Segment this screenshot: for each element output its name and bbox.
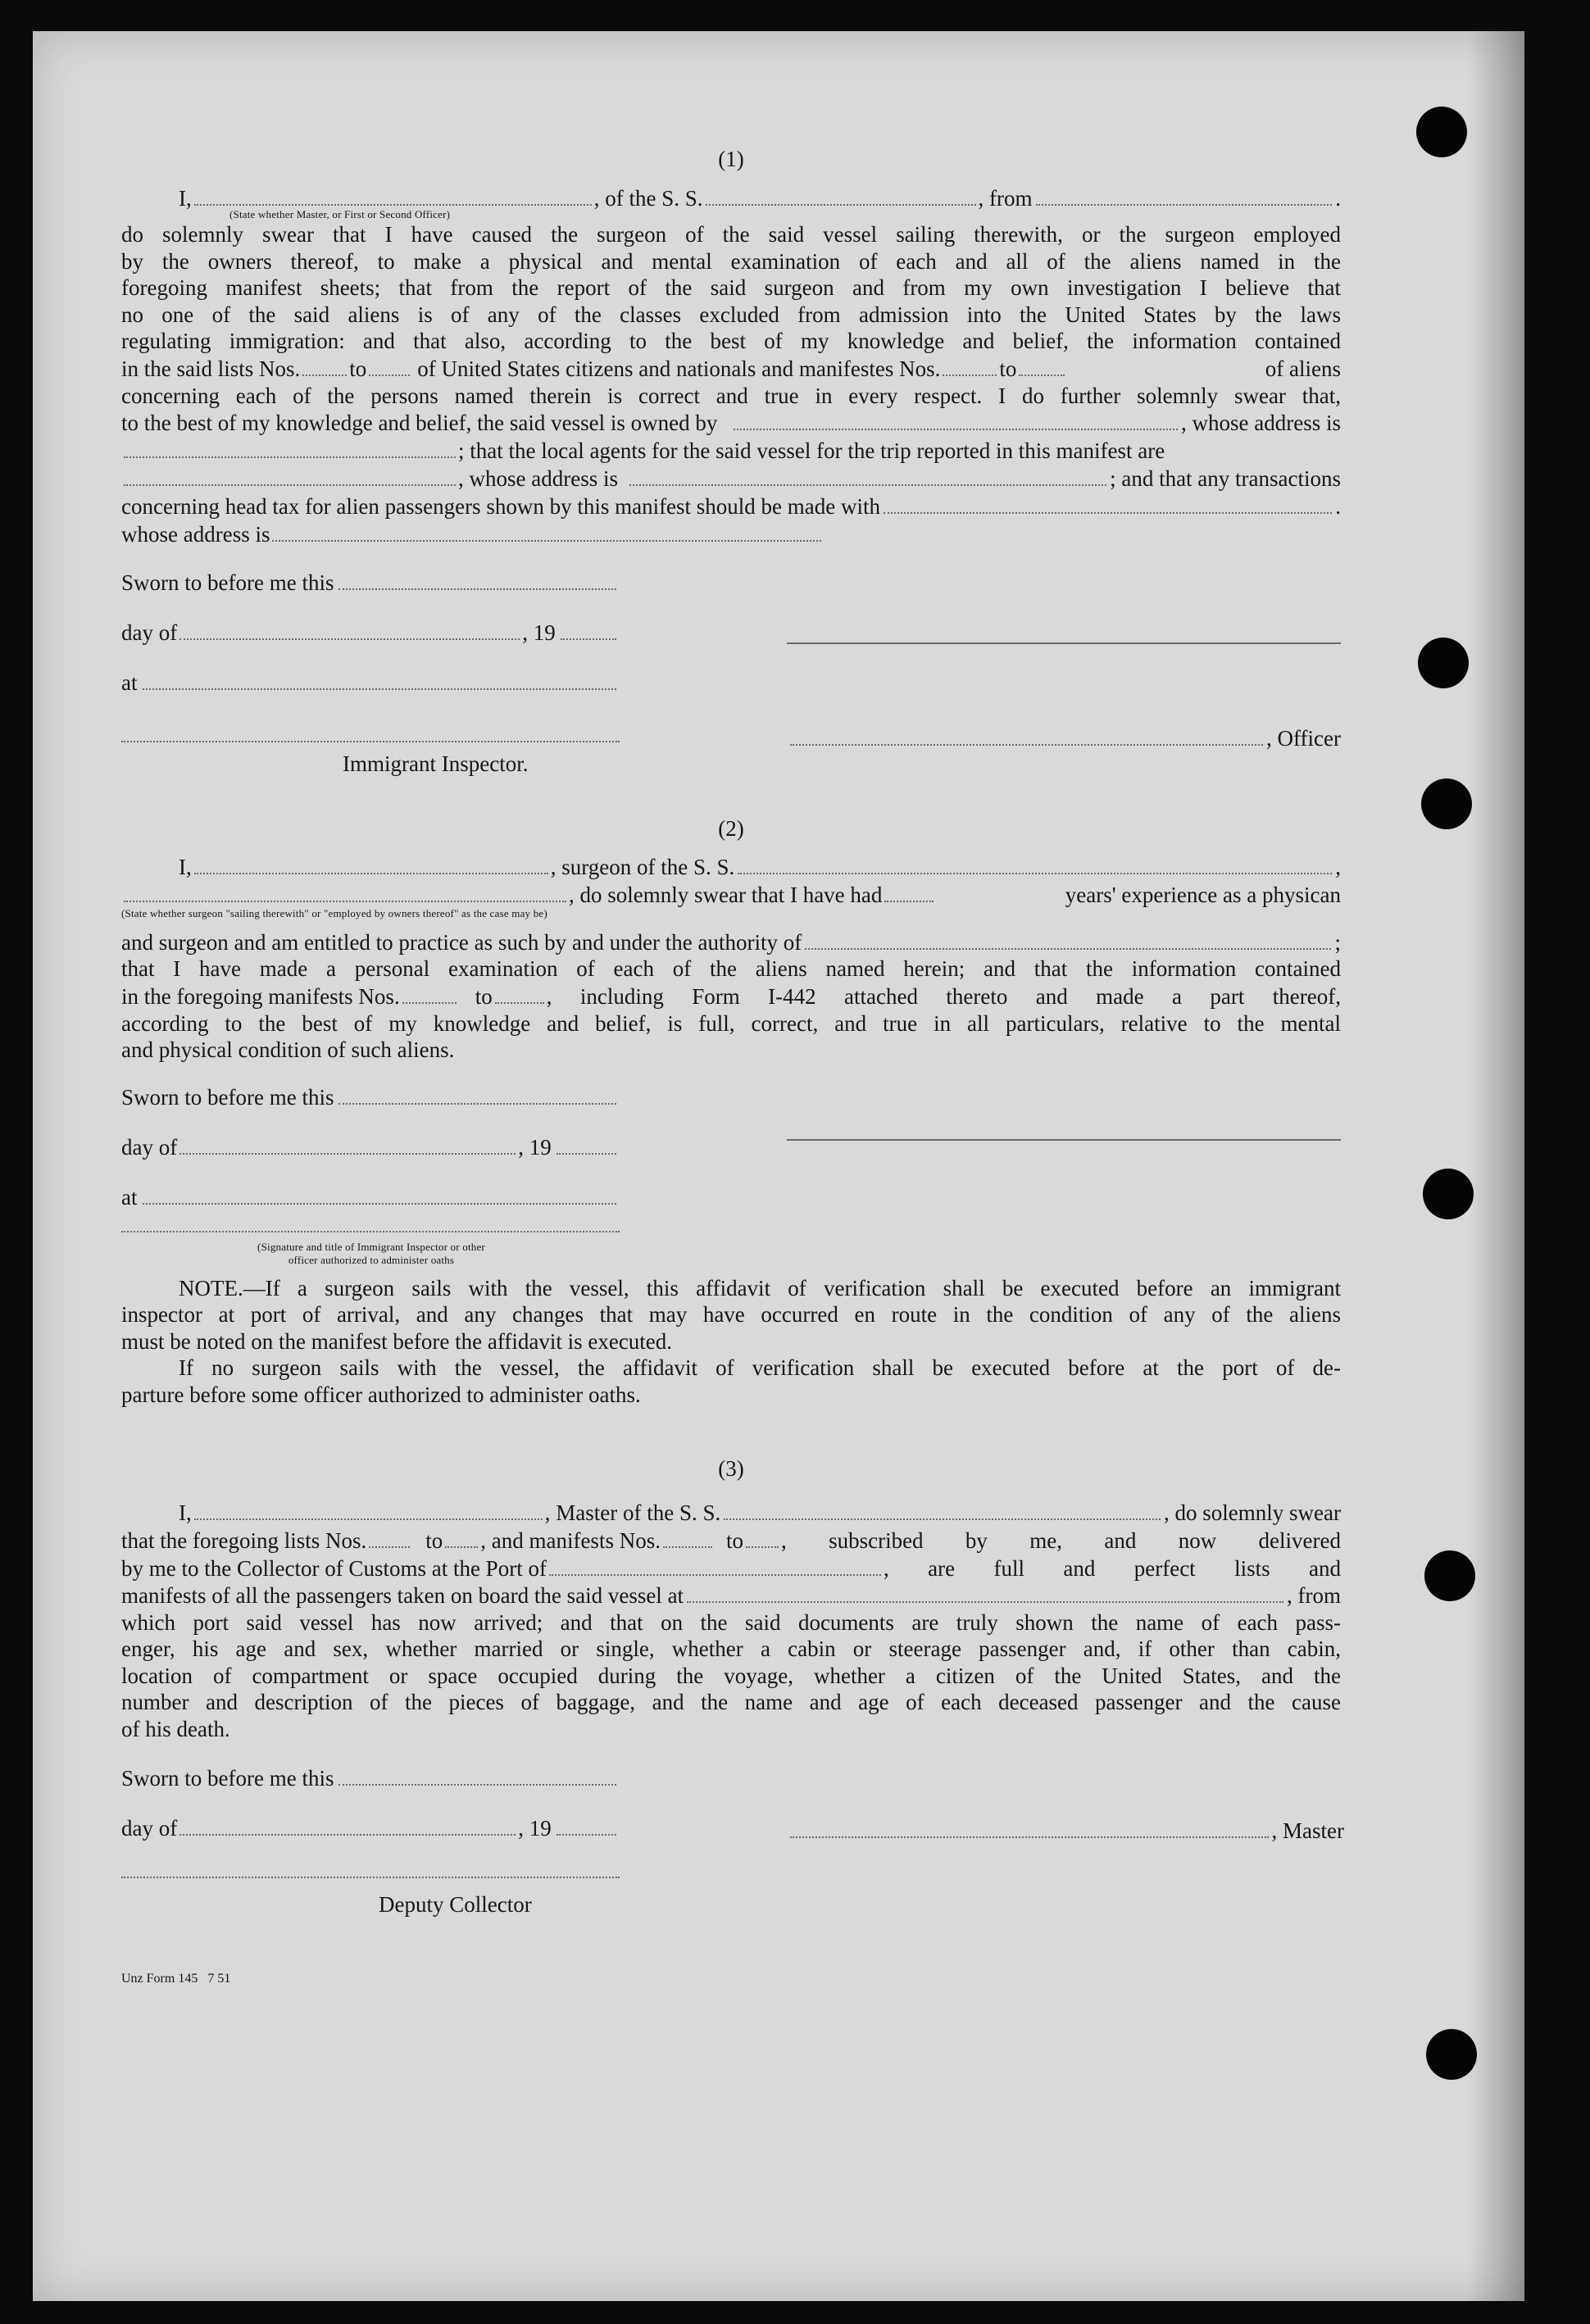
lists-line: in the said lists Nos. to of United States citizens and nationals and manifestes Nos. to of aliens [121, 355, 1341, 383]
head-tax-blank[interactable] [884, 492, 1332, 513]
from-port-blank[interactable] [1036, 184, 1333, 206]
list-to-blank[interactable] [369, 355, 410, 376]
head-tax-address-line: whose address is [121, 520, 1341, 547]
master-line: I, , Master of the S. S. , do solemnly swear [121, 1499, 1341, 1527]
body-line: according to the best of my knowledge and belief, is full, correct, and true in all particulars, relative to the mental [121, 1010, 1341, 1036]
head-tax-address-blank[interactable] [272, 520, 821, 541]
body-line: that I have made a personal examination of each of the aliens named herein; and that the information contained [121, 956, 1341, 982]
section-number: (1) [718, 147, 744, 171]
sworn-line: Sworn to before me this [121, 1083, 620, 1111]
surgeon-signature-line[interactable] [787, 1139, 1341, 1141]
vessel-blank[interactable] [706, 184, 976, 206]
list-from-blank[interactable] [302, 355, 347, 376]
agents-line: ; that the local agents for the said vessel for the trip reported in this manifest are [121, 437, 1341, 465]
manifest-to-blank[interactable] [1019, 355, 1065, 376]
officer-blank[interactable] [194, 184, 592, 206]
master-signature-line: , Master [787, 1816, 1344, 1844]
master-line: I, , of the S. S. , from . [121, 184, 1341, 212]
section-3-signatures [121, 1763, 1344, 1886]
officer-line: , Officer [787, 724, 1341, 752]
note-line: If no surgeon sails with the vessel, the affidavit of verification shall be executed before at the port of de- [179, 1355, 1341, 1381]
binding-hole [1418, 638, 1469, 688]
deputy-signature-line[interactable] [121, 1877, 620, 1878]
section-number: (3) [718, 1456, 744, 1482]
vessel-blank[interactable] [724, 1499, 1161, 1520]
boarded-line: manifests of all the passengers taken on board the said vessel at , from [121, 1582, 1341, 1609]
agents-blank[interactable] [124, 465, 456, 486]
master-name-blank[interactable] [194, 1499, 543, 1520]
form-sheet [33, 31, 1524, 2301]
section-2-signatures [121, 1083, 1341, 1244]
body-line: and physical condition of such aliens. [121, 1037, 455, 1063]
at-blank[interactable] [143, 1182, 617, 1204]
inspector-signature-line[interactable] [121, 1231, 620, 1232]
inspector-signature-line[interactable] [121, 741, 620, 742]
surgeon-vessel-blank[interactable] [738, 853, 1332, 874]
manifests-line: in the foregoing manifests Nos. to , including Form I-442 attached thereto and made a part thereof, [121, 983, 1341, 1010]
authority-line: and surgeon and am entitled to practice as such by and under the authority of ; [121, 928, 1341, 956]
body-line: regulating immigration: and that also, according to the best of my knowledge and belief, the information contained [121, 329, 1341, 354]
experience-line: , do solemnly swear that I have had years' experience as a physican [121, 881, 1341, 909]
officer-signature-blank[interactable] [790, 724, 1263, 746]
day-line: day of , 19 [121, 1133, 620, 1161]
note-line: parture before some officer authorized to administer oaths. [121, 1382, 641, 1407]
sworn-date-blank[interactable] [338, 569, 616, 590]
years-blank[interactable] [884, 881, 934, 902]
manifest-from-blank[interactable] [663, 1527, 712, 1548]
note-line: NOTE.—If a surgeon sails with the vessel, this affidavit of verification shall be executed before an immigrant [179, 1275, 1341, 1300]
body-line: concerning each of the persons named therein is correct and true in every respect. I do further solemnly swear that, [121, 383, 1341, 408]
day-line: day of , 19 [121, 1813, 620, 1841]
body-line: number and description of the pieces of baggage, and the name and age of each deceased passenger and the cause [121, 1690, 1341, 1715]
agent-address-blank[interactable] [629, 465, 1106, 486]
body-line: do solemnly swear that I have caused the surgeon of the said vessel sailing therewith, or the surgeon employed [121, 222, 1341, 247]
manifest-from-blank[interactable] [402, 983, 457, 1004]
list-to-blank[interactable] [445, 1527, 478, 1548]
body-line: no one of the said aliens is of any of the classes excluded from admission into the United States by the laws [121, 302, 1341, 327]
manifest-to-blank[interactable] [495, 983, 544, 1004]
sworn-date-blank[interactable] [338, 1083, 616, 1105]
officer-note: (State whether Master, or First or Second Officer) [229, 208, 451, 221]
binding-hole [1426, 2029, 1477, 2080]
year-blank[interactable] [556, 1133, 616, 1155]
owner-line: to the best of my knowledge and belief, the said vessel is owned by , whose address is [121, 409, 1341, 437]
agent-address-line: , whose address is ; and that any transactions [121, 465, 1341, 492]
head-tax-line: concerning head tax for alien passengers shown by this manifest should be made with . [121, 492, 1341, 520]
day-blank[interactable] [179, 1133, 516, 1155]
at-line: at [121, 1182, 620, 1210]
master-signature-blank[interactable] [790, 1816, 1269, 1837]
affidavit-content [121, 146, 1344, 1992]
manifest-from-blank[interactable] [943, 355, 997, 376]
deputy-label: Deputy Collector [379, 1892, 532, 1918]
signature-line[interactable] [787, 642, 1341, 644]
port-line: by me to the Collector of Customs at the Port of , are full and perfect lists and [121, 1554, 1341, 1582]
note-line: must be noted on the manifest before the affidavit is executed. [121, 1328, 673, 1354]
binding-hole [1423, 1169, 1474, 1219]
binding-hole [1424, 1550, 1475, 1601]
lists-line: that the foregoing lists Nos. to , and manifests Nos. to , subscribed by me, and now delivered [121, 1527, 1341, 1555]
note-line: inspector at port of arrival, and any changes that may have occurred en route in the condition of any of the aliens [121, 1302, 1341, 1328]
sworn-date-blank[interactable] [338, 1763, 616, 1785]
day-blank[interactable] [179, 619, 520, 640]
section-3 [121, 1455, 1344, 1918]
port-blank[interactable] [549, 1554, 881, 1575]
body-line: location of compartment or space occupied during the voyage, whether a citizen of the United States, and the [121, 1663, 1341, 1688]
section-2 [121, 815, 1341, 1409]
body-line: foregoing manifest sheets; that from the report of the said surgeon and from my own investigation I believe that [121, 275, 1341, 301]
form-number: Unz Form 145 7 51 [121, 1971, 231, 1986]
body-line: which port said vessel has now arrived; and that on the said documents are truly shown the name of each pass- [121, 1609, 1341, 1635]
at-line: at [121, 669, 620, 697]
note-block [121, 1275, 1341, 1409]
section-1 [121, 146, 1341, 778]
day-blank[interactable] [179, 1813, 516, 1835]
body-line: by the owners thereof, to make a physical and mental examination of each and all of the aliens named in the [121, 248, 1341, 274]
owner-address-blank[interactable] [124, 437, 456, 458]
year-blank[interactable] [561, 619, 616, 640]
sworn-line: Sworn to before me this [121, 1763, 620, 1791]
surgeon-line: I, , surgeon of the S. S. , [121, 853, 1341, 881]
section-number: (2) [718, 815, 744, 841]
binding-hole [1421, 778, 1472, 829]
surgeon-name-blank[interactable] [194, 853, 548, 874]
surgeon-status-blank[interactable] [124, 881, 566, 902]
sworn-line: Sworn to before me this [121, 569, 620, 597]
section-1-signatures [121, 569, 1341, 757]
at-blank[interactable] [143, 669, 617, 690]
list-from-blank[interactable] [369, 1527, 410, 1548]
manifest-to-blank[interactable] [746, 1527, 779, 1548]
signature-note: (Signature and title of Immigrant Inspector or other officer authorized to administer oaths [257, 1240, 485, 1266]
boarded-port-blank[interactable] [687, 1582, 1283, 1603]
binding-hole [1416, 107, 1467, 157]
day-line: day of , 19 [121, 619, 620, 647]
authority-blank[interactable] [805, 928, 1331, 950]
body-line: enger, his age and sex, whether married or single, whether a cabin or steerage passenger and, if other than cabin, [121, 1636, 1341, 1662]
body-line: of his death. [121, 1716, 230, 1741]
owner-blank[interactable] [734, 409, 1178, 430]
year-blank[interactable] [556, 1813, 616, 1835]
surgeon-note: (State whether surgeon "sailing therewith" or "employed by owners thereof" as the case may be) [121, 906, 547, 919]
inspector-label: Immigrant Inspector. [343, 751, 529, 777]
